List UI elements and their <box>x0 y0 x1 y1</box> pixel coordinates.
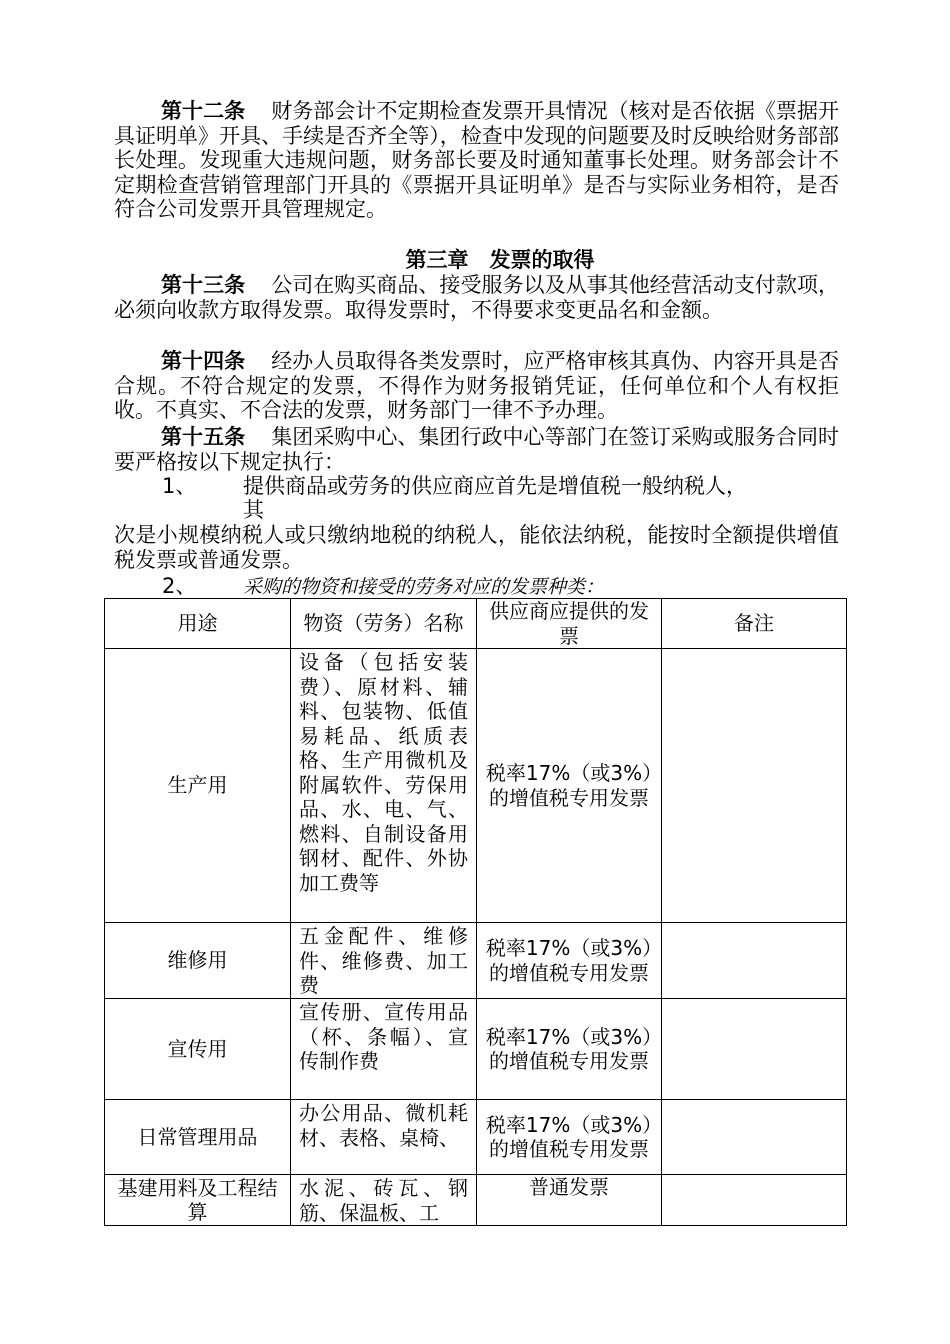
item-1-line-1: 提供商品或劳务的供应商应首先是增值税一般纳税人， <box>243 474 747 498</box>
row-use: 日常管理用品 <box>105 1100 291 1175</box>
article-13-label: 第十三条 <box>161 273 246 297</box>
header-note: 备注 <box>662 599 847 649</box>
article-13-text: 公司在购买商品、接受服务以及从事其他经营活动支付款项，必须向收款方取得发票。取得发票时，不得要求变更品名和金额。 <box>114 273 839 322</box>
item-2-number: 2、 <box>162 574 197 598</box>
row-note <box>662 1175 847 1226</box>
header-invoice: 供应商应提供的发票 <box>477 599 662 649</box>
row-items: 水泥、砖瓦、钢筋、保温板、工 <box>291 1175 477 1226</box>
header-items: 物资（劳务）名称 <box>291 599 477 649</box>
row-items: 宣传册、宣传用品（杯、条幅）、宣传制作费 <box>291 999 477 1100</box>
article-14 <box>114 349 839 423</box>
article-12-text: 财务部会计不定期检查发票开具情况（核对是否依据《票据开具证明单》开具、手续是否齐全等），检查中发现的问题要及时反映给财务部部长处理。发现重大违规问题，财务部长要及时通知董事长处理。财务部会计不定期检查营销管理部门开具的《票据开具证明单》是否与实际业务相符，是否符合公司发票开具管理规定。 <box>114 99 839 221</box>
item-1-number: 1、 <box>162 474 197 498</box>
article-15-label: 第十五条 <box>161 425 246 449</box>
article-13 <box>114 273 839 322</box>
article-12 <box>114 99 839 222</box>
table-row <box>105 1100 847 1175</box>
table-header-row <box>105 599 847 649</box>
article-14-label: 第十四条 <box>161 349 246 373</box>
row-items: 设备（包括安装费）、原材料、辅料、包装物、低值易耗品、纸质表格、生产用微机及附属软件、劳保用品、水、电、气、燃料、自制设备用钢材、配件、外协加工费等 <box>291 649 477 923</box>
table-row <box>105 649 847 923</box>
row-items: 五金配件、维修件、维修费、加工费 <box>291 923 477 999</box>
row-use: 生产用 <box>105 649 291 923</box>
header-use: 用途 <box>105 599 291 649</box>
row-invoice: 税率17%（或3%）的增值税专用发票 <box>477 999 662 1100</box>
row-invoice: 税率17%（或3%）的增值税专用发票 <box>477 1100 662 1175</box>
item-1-line-2: 其 <box>243 498 264 522</box>
item-1-continuation: 次是小规模纳税人或只缴纳地税的纳税人，能依法纳税，能按时全额提供增值税发票或普通发票。 <box>114 523 839 572</box>
row-use: 维修用 <box>105 923 291 999</box>
row-use: 宣传用 <box>105 999 291 1100</box>
item-2-text: 采购的物资和接受的劳务对应的发票种类： <box>243 576 605 598</box>
article-15 <box>114 425 839 474</box>
chapter-3-title: 第三章 发票的取得 <box>405 248 595 272</box>
article-12-label: 第十二条 <box>161 99 246 123</box>
row-note <box>662 649 847 923</box>
table-row <box>105 923 847 999</box>
table-row <box>105 999 847 1100</box>
row-invoice: 普通发票 <box>477 1175 662 1226</box>
row-note <box>662 999 847 1100</box>
row-invoice: 税率17%（或3%）的增值税专用发票 <box>477 649 662 923</box>
row-invoice: 税率17%（或3%）的增值税专用发票 <box>477 923 662 999</box>
article-14-text: 经办人员取得各类发票时，应严格审核其真伪、内容开具是否合规。不符合规定的发票，不得作为财务报销凭证，任何单位和个人有权拒收。不真实、不合法的发票，财务部门一律不予办理。 <box>114 349 839 422</box>
row-note <box>662 1100 847 1175</box>
row-note <box>662 923 847 999</box>
article-15-text: 集团采购中心、集团行政中心等部门在签订采购或服务合同时要严格按以下规定执行： <box>114 425 839 474</box>
row-items: 办公用品、微机耗材、表格、桌椅、 <box>291 1100 477 1175</box>
table-row <box>105 1175 847 1226</box>
row-use: 基建用料及工程结算 <box>105 1175 291 1226</box>
invoice-type-table <box>104 598 847 1226</box>
